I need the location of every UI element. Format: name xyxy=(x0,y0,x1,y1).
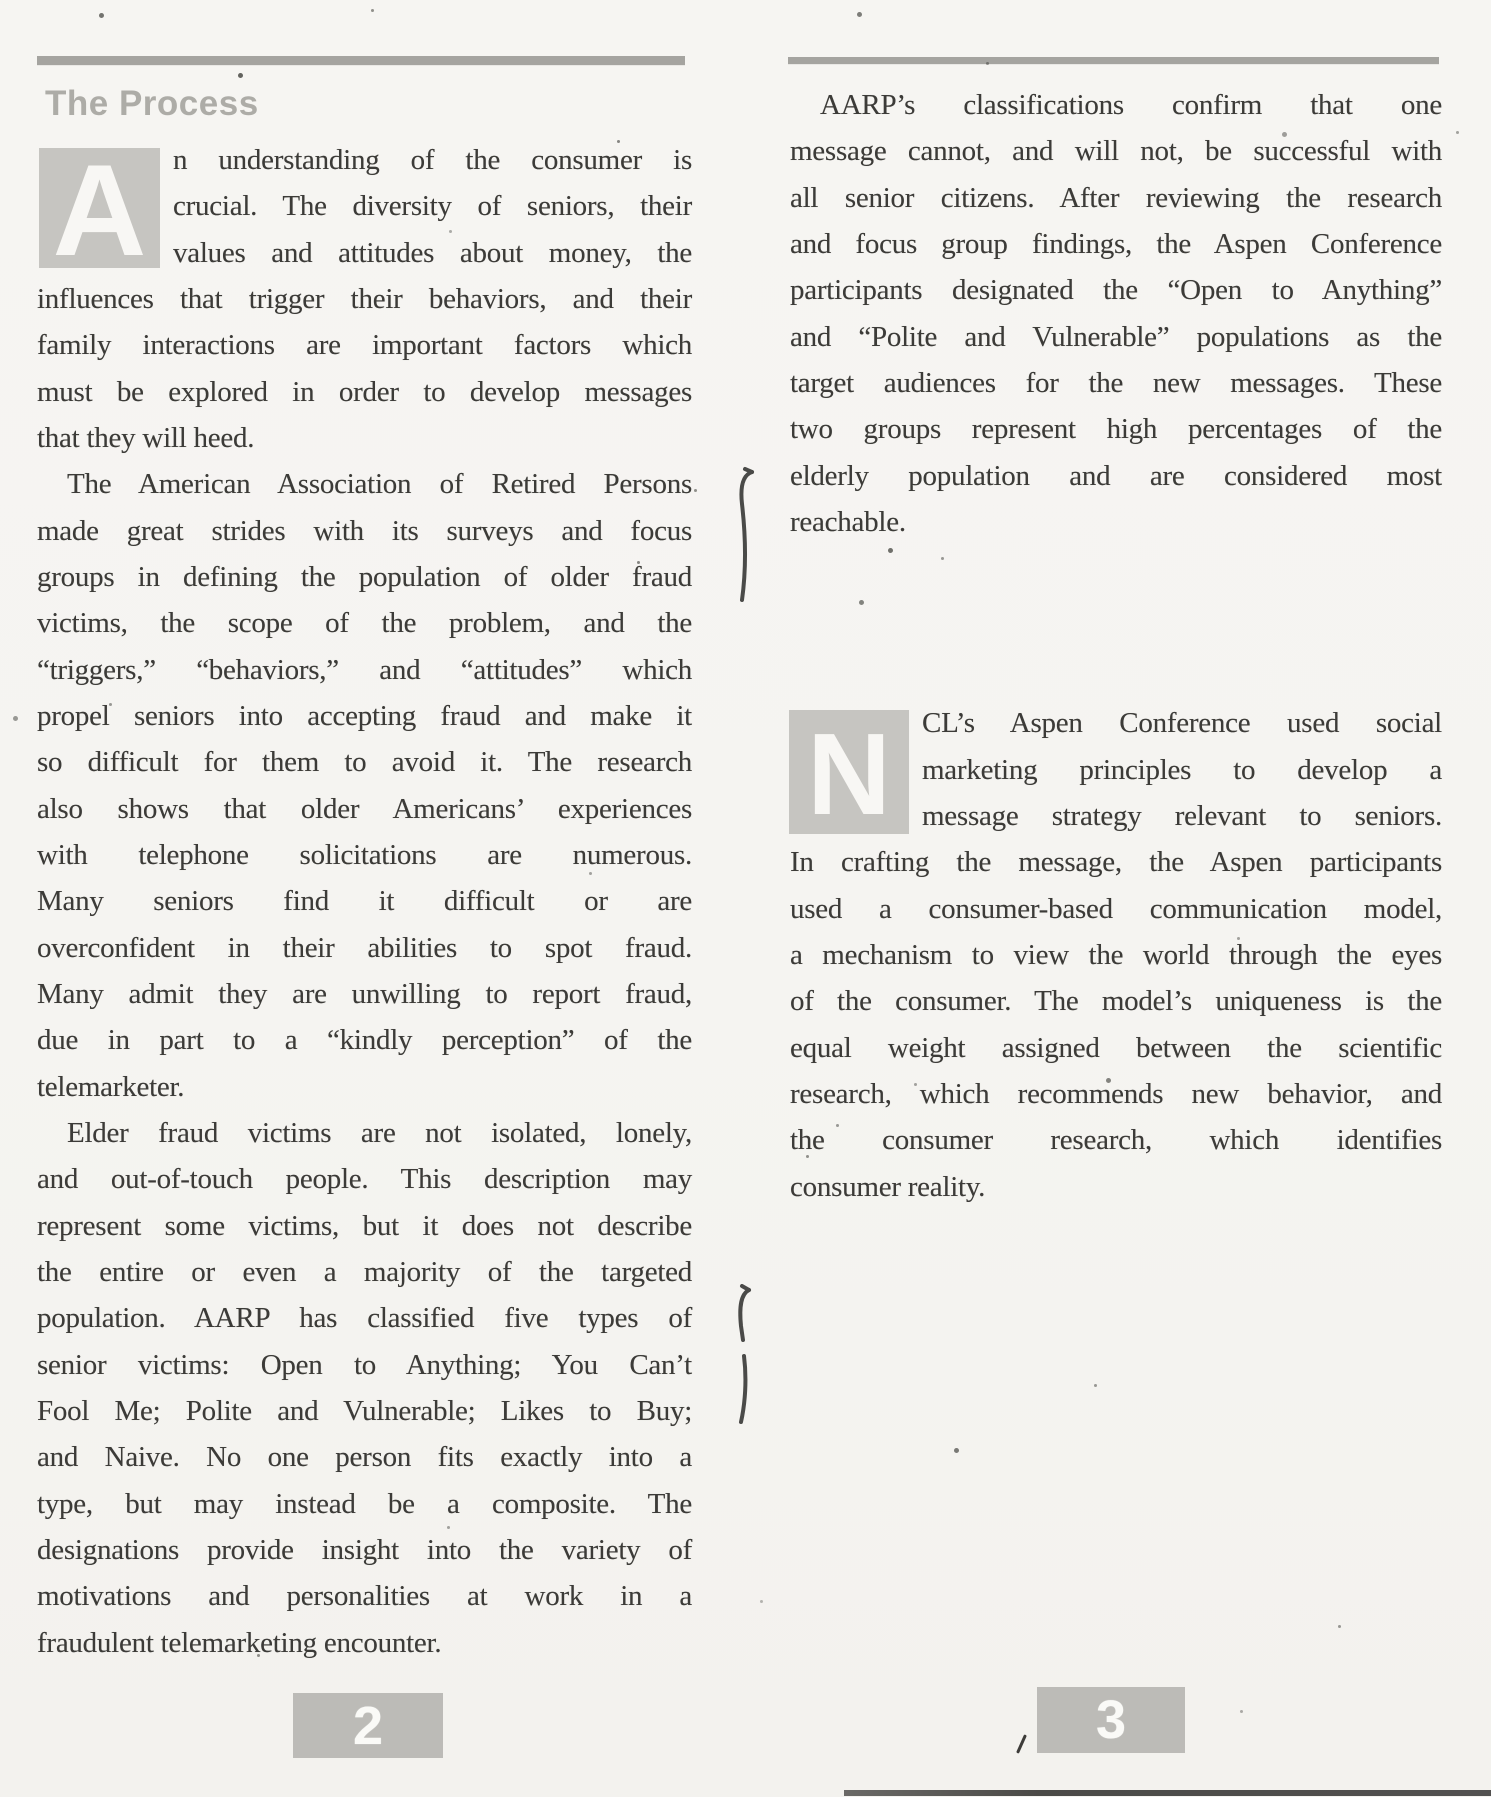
text-line: the entire or even a majority of the targeted xyxy=(37,1255,692,1288)
right-column-top-rule xyxy=(788,57,1439,64)
text-line: marketing principles to develop a xyxy=(922,753,1442,786)
text-line: of the consumer. The model’s uniqueness is the xyxy=(790,985,1442,1018)
page-number-plate-right xyxy=(1037,1687,1185,1753)
text-line: “triggers,” “behaviors,” and “attitudes” which xyxy=(37,653,692,686)
paragraph-understanding-consumer xyxy=(37,137,692,461)
right-column xyxy=(790,82,1442,1210)
page-number-plate-left xyxy=(293,1693,443,1758)
left-column-top-rule xyxy=(37,56,685,65)
text-line: and out-of-touch people. This description may xyxy=(37,1163,692,1196)
text-line: research, which recommends new behavior, and xyxy=(790,1077,1442,1110)
text-line: target audiences for the new messages. These xyxy=(790,366,1442,399)
paragraph-elder-fraud-victims xyxy=(37,1110,692,1666)
text-line: consumer reality. xyxy=(790,1170,986,1203)
text-line: due in part to a “kindly perception” of the xyxy=(37,1024,692,1057)
text-line: so difficult for them to avoid it. The research xyxy=(37,746,692,779)
text-line: Many seniors find it difficult or are xyxy=(37,885,692,918)
text-line: The American Association of Retired Persons xyxy=(67,468,692,501)
paragraph-aarp-strides xyxy=(37,461,692,1110)
text-line: a mechanism to view the world through the eyes xyxy=(790,938,1442,971)
text-line: AARP’s classifications confirm that one xyxy=(820,89,1442,121)
paragraph-ncl-aspen-conference xyxy=(790,700,1442,1210)
text-line: family interactions are important factors which xyxy=(37,329,692,362)
text-line: used a consumer-based communication model, xyxy=(790,892,1442,925)
text-line: CL’s Aspen Conference used social xyxy=(922,707,1442,740)
text-line: crucial. The diversity of seniors, their xyxy=(173,190,692,223)
text-line: and focus group findings, the Aspen Conference xyxy=(790,227,1442,260)
text-line: type, but may instead be a composite. The xyxy=(37,1487,692,1520)
text-line: propel seniors into accepting fraud and make it xyxy=(37,699,692,732)
text-line: elderly population and are considered most xyxy=(790,459,1442,492)
left-column xyxy=(37,137,692,1666)
page-number-3: 3 xyxy=(1095,1690,1127,1750)
section-heading: The Process xyxy=(45,84,259,123)
text-line: Many admit they are unwilling to report fraud, xyxy=(37,977,692,1010)
text-line: values and attitudes about money, the xyxy=(173,236,692,269)
text-line: equal weight assigned between the scientific xyxy=(790,1031,1442,1064)
page-bottom-edge-shadow xyxy=(844,1790,1491,1796)
text-line: overconfident in their abilities to spot fraud. xyxy=(37,931,692,964)
paragraph-aarp-classifications xyxy=(790,82,1442,545)
text-line: with telephone solicitations are numerous. xyxy=(37,838,692,871)
text-line: also shows that older Americans’ experiences xyxy=(37,792,692,825)
text-line: Elder fraud victims are not isolated, lonely, xyxy=(67,1116,692,1149)
text-line: In crafting the message, the Aspen participants xyxy=(790,846,1442,879)
text-line: the consumer research, which identifies xyxy=(790,1124,1442,1157)
text-line: victims, the scope of the problem, and the xyxy=(37,607,692,640)
text-line: and “Polite and Vulnerable” populations as the xyxy=(790,320,1442,353)
text-line: designations provide insight into the variety of xyxy=(37,1533,692,1566)
text-line: influences that trigger their behaviors, and their xyxy=(37,282,692,315)
text-line: all senior citizens. After reviewing the research xyxy=(790,181,1442,214)
text-line: must be explored in order to develop messages xyxy=(37,375,692,408)
text-line: Fool Me; Polite and Vulnerable; Likes to Buy; xyxy=(37,1394,692,1427)
text-line: motivations and personalities at work in a xyxy=(37,1580,692,1613)
text-line: made great strides with its surveys and focus xyxy=(37,514,692,547)
page-number-2: 2 xyxy=(352,1695,384,1756)
scan-noise-specks xyxy=(0,0,3,3)
dropcap-n-glyph: N xyxy=(807,709,891,839)
text-line: message cannot, and will not, be successful with xyxy=(790,135,1442,168)
text-line: groups in defining the population of older fraud xyxy=(37,560,692,593)
pen-tick-mark xyxy=(1016,1734,1027,1753)
text-line: two groups represent high percentages of the xyxy=(790,413,1442,446)
text-line: fraudulent telemarketing encounter. xyxy=(37,1626,442,1659)
text-line: represent some victims, but it does not describe xyxy=(37,1209,692,1242)
text-line: message strategy relevant to seniors. xyxy=(922,799,1442,832)
text-line: telemarketer. xyxy=(37,1070,185,1103)
text-line: senior victims: Open to Anything; You Can’t xyxy=(37,1348,692,1381)
pen-bracket-mark-lower xyxy=(734,1284,758,1428)
text-line: population. AARP has classified five types of xyxy=(37,1302,692,1335)
text-line: that they will heed. xyxy=(37,421,255,454)
text-line: participants designated the “Open to Anything” xyxy=(790,274,1442,307)
text-line: and Naive. No one person fits exactly into a xyxy=(37,1441,692,1474)
text-line: reachable. xyxy=(790,505,906,538)
pen-bracket-mark-upper xyxy=(736,466,760,610)
dropcap-a-glyph: A xyxy=(52,137,147,283)
text-line: n understanding of the consumer is xyxy=(173,144,692,176)
